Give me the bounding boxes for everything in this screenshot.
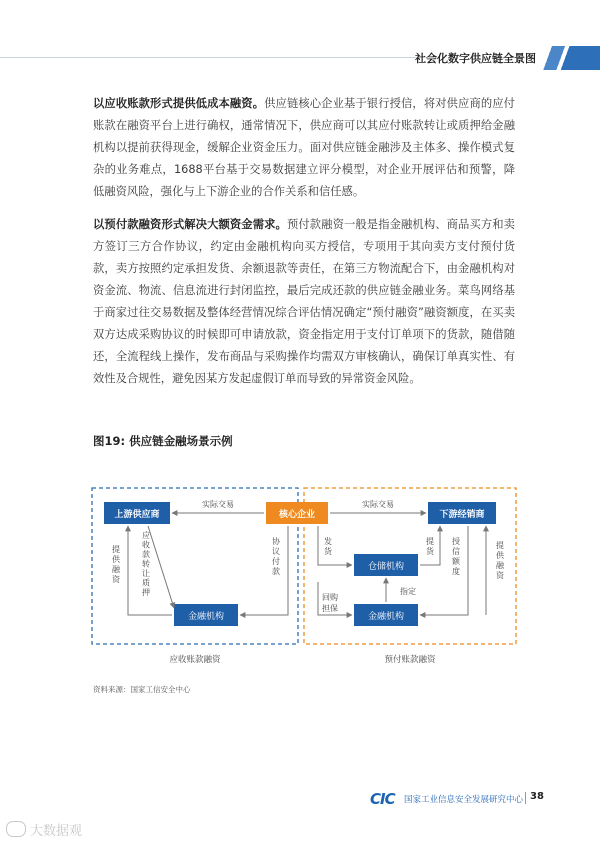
vchar: 款 — [142, 550, 150, 559]
footer-org: 国家工业信息安全发展研究中心 — [404, 795, 524, 805]
vchar: 货 — [324, 547, 332, 556]
paragraph-lead: 以预付款融资形式解决大额资金需求。 — [93, 218, 287, 231]
vchar: 应 — [142, 531, 150, 540]
arrow-agreement — [240, 526, 288, 615]
paragraph-body: 供应链核心企业基于银行授信，将对供应商的应付账款在融资平台上进行确权，通常情况下，供应商可以其应付账款转让或质押给金融机构以提前获得现金，缓解企业资金压力。面对供应链金融涉及主体多、操作模式复杂的业务难点，1688平台基于交易数据建立评分模型，对企业开展评估和预警，降低融资风险，强化与上下游企业的合作关系和信任感。 — [93, 97, 515, 198]
page-number: 38 — [530, 791, 544, 802]
label-provide-finance-right — [496, 540, 505, 580]
label-agreement — [272, 536, 281, 576]
region-left-label: 应收账款融资 — [169, 655, 221, 665]
node-finance-right: 金融机构 — [367, 612, 405, 622]
vchar: 议 — [272, 547, 280, 556]
vchar: 押 — [142, 588, 150, 597]
figure-title: 图19: 供应链金融场景示例 — [93, 434, 233, 448]
paragraph-body: 预付款融资一般是指金融机构、商品买方和卖方签订三方合作协议，约定由金融机构向买方授信，专项用于其向卖方支付预付货款，卖方按照约定承担发货、余额退款等责任，在第三方物流配合下，由金融机构对资金流、物流、信息流进行封闭监控，最后完成还款的供应链金融业务。菜鸟网络基于商家过往交易数据及整体经营情况综合评估情况确定“预付融资”融资额度，在买卖双方达成采购协议的时候即可申请放款，资金指定用于支付订单项下的货款，随借随还，全流程线上操作，发布商品与采购操作均需双方审核确认，确保订单真实性、有效性及合规性，避免因某方发起虚假订单而导致的异常资金风险。 — [93, 218, 515, 385]
vchar: 转 — [142, 559, 150, 569]
node-core: 核心企业 — [278, 510, 316, 520]
vchar: 协 — [272, 537, 280, 546]
supply-chain-finance-diagram — [88, 482, 520, 672]
vchar: 资 — [496, 571, 504, 580]
vchar: 提 — [112, 545, 120, 554]
vchar: 授 — [452, 537, 460, 546]
header-rule — [0, 57, 420, 58]
vchar: 供 — [496, 551, 504, 560]
cic-logo: CIC — [370, 790, 395, 808]
watermark — [6, 820, 82, 839]
header-stripe — [536, 46, 600, 70]
label-deliver — [426, 536, 435, 556]
vchar: 收 — [142, 540, 150, 550]
label-credit-limit — [452, 536, 461, 576]
region-right-label: 预付账款融资 — [384, 655, 436, 665]
vchar: 回购 — [322, 593, 338, 602]
paragraph-lead: 以应收账款形式提供低成本融资。 — [93, 97, 265, 110]
vchar: 信 — [452, 547, 460, 556]
vchar: 付 — [272, 557, 280, 566]
label-designate: 指定 — [400, 587, 416, 596]
vchar: 货 — [426, 547, 434, 556]
vchar: 发 — [324, 537, 332, 546]
arrow-provide-finance-left — [128, 526, 172, 615]
vchar: 让 — [142, 569, 150, 578]
paragraph-receivable — [93, 93, 515, 203]
watermark-text: 大数据观 — [30, 824, 83, 839]
arrow-receivable — [148, 526, 174, 608]
label-trade-left: 实际交易 — [202, 500, 234, 509]
label-provide-finance-left — [112, 544, 121, 584]
vchar: 度 — [452, 567, 460, 576]
vchar: 质 — [142, 578, 150, 588]
label-repurchase — [322, 592, 338, 613]
label-trade-right: 实际交易 — [362, 500, 394, 509]
vchar: 供 — [112, 555, 120, 564]
figure-source: 资料来源：国家工信安全中心 — [93, 685, 191, 694]
vchar: 担保 — [322, 604, 338, 613]
vchar: 额 — [452, 557, 460, 566]
node-warehouse: 仓储机构 — [367, 562, 405, 572]
vchar: 提 — [426, 537, 434, 546]
label-ship — [324, 536, 333, 556]
footer-divider — [525, 792, 526, 804]
vchar: 提 — [496, 541, 504, 550]
node-downstream: 下游经销商 — [439, 510, 485, 520]
header-title: 社会化数字供应链全景图 — [415, 52, 536, 65]
node-finance-left: 金融机构 — [187, 612, 225, 622]
vchar: 融 — [496, 561, 504, 570]
vchar: 款 — [272, 567, 280, 576]
page-header — [0, 46, 600, 70]
label-receivable — [142, 530, 150, 597]
weibo-icon — [6, 821, 26, 837]
vchar: 资 — [112, 575, 120, 584]
node-upstream: 上游供应商 — [114, 510, 160, 520]
vchar: 融 — [112, 565, 120, 574]
paragraph-prepayment — [93, 214, 515, 390]
